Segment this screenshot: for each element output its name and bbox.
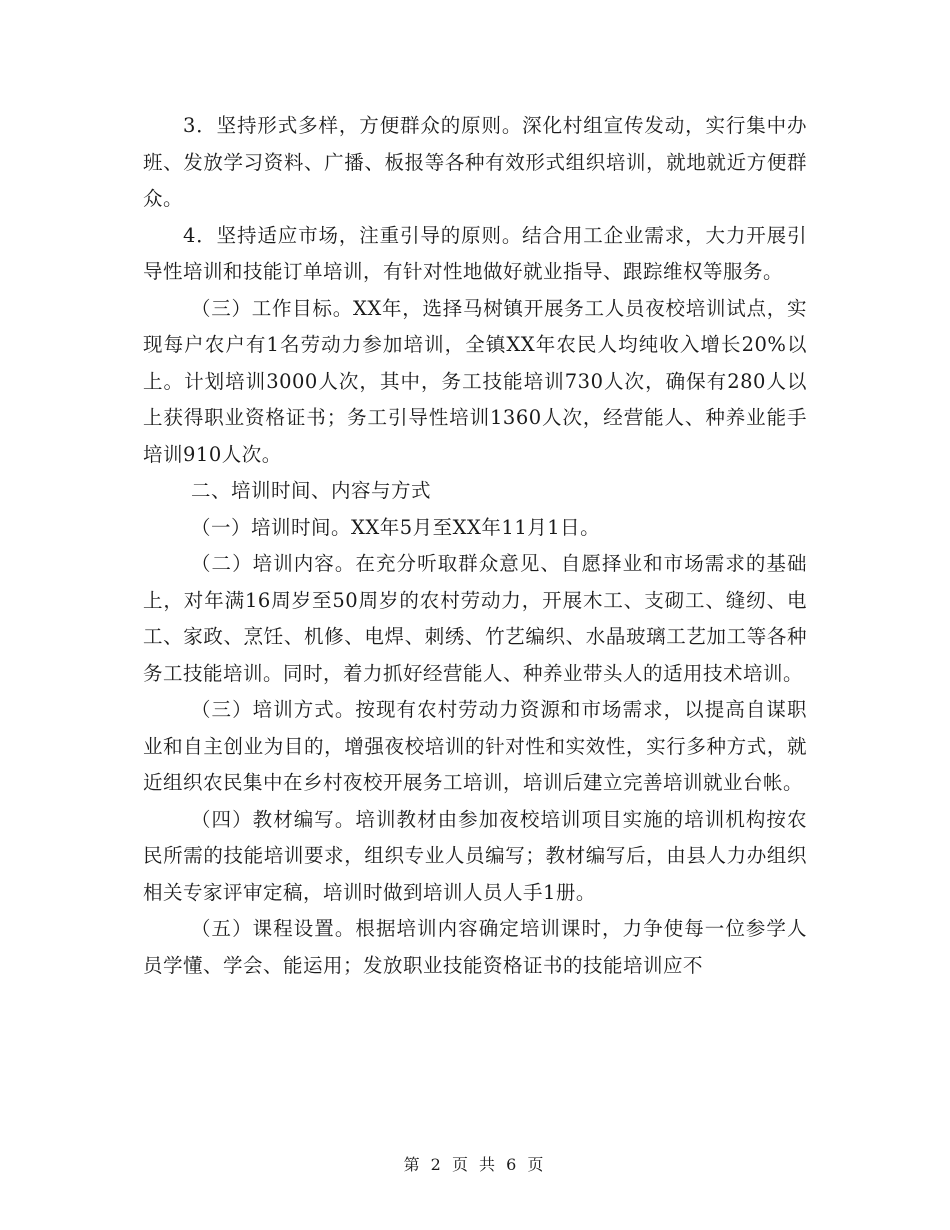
paragraph-training-method: （三）培训方式。按现有农村劳动力资源和市场需求，以提高自谋职业和自主创业为目的，增强夜校培训的针对性和实效性，实行多种方式，就近组织农民集中在乡村夜校开展务工培训，培训后建立完善培训就业台帐。 <box>143 698 807 794</box>
paragraph-work-goals: （三）工作目标。XX年，选择马树镇开展务工人员夜校培训试点，实现每户农户有1名劳动力参加培训，全镇XX年农民人均纯收入增长20%以上。计划培训3000人次，其中，务工技能培训730人次，确保有280人以上获得职业资格证书；务工引导性培训1360人次，经营能人、种养业能手培训910人次。 <box>143 296 807 466</box>
paragraph-textbook: （四）教材编写。培训教材由参加夜校培训项目实施的培训机构按农民所需的技能培训要求，组织专业人员编写；教材编写后，由县人力办组织相关专家评审定稿，培训时做到培训人员人手1册。 <box>143 807 807 904</box>
document-body <box>143 108 807 984</box>
paragraph-principle-3: 3．坚持形式多样，方便群众的原则。深化村组宣传发动，实行集中办班、发放学习资料、广播、板报等各种有效形式组织培训，就地就近方便群众。 <box>143 114 807 210</box>
paragraph-training-time: （一）培训时间。XX年5月至XX年11月1日。 <box>191 515 601 539</box>
page-footer: 第 2 页 共 6 页 <box>403 1155 547 1174</box>
paragraph-curriculum: （五）课程设置。根据培训内容确定培训课时，力争使每一位参学人员学懂、学会、能运用；发放职业技能资格证书的技能培训应不 <box>143 917 807 977</box>
paragraph-training-content: （二）培训内容。在充分听取群众意见、自愿择业和市场需求的基础上，对年满16周岁至50周岁的农村劳动力，开展木工、支砌工、缝纫、电工、家政、烹饪、机修、电焊、刺绣、竹艺编织、水晶玻璃工艺加工等各种务工技能培训。同时，着力抓好经营能人、种养业带头人的适用技术培训。 <box>143 552 807 685</box>
paragraph-principle-4: 4．坚持适应市场，注重引导的原则。结合用工企业需求，大力开展引导性培训和技能订单培训，有针对性地做好就业指导、跟踪维权等服务。 <box>143 223 807 283</box>
section-heading-training: 二、培训时间、内容与方式 <box>191 479 432 502</box>
